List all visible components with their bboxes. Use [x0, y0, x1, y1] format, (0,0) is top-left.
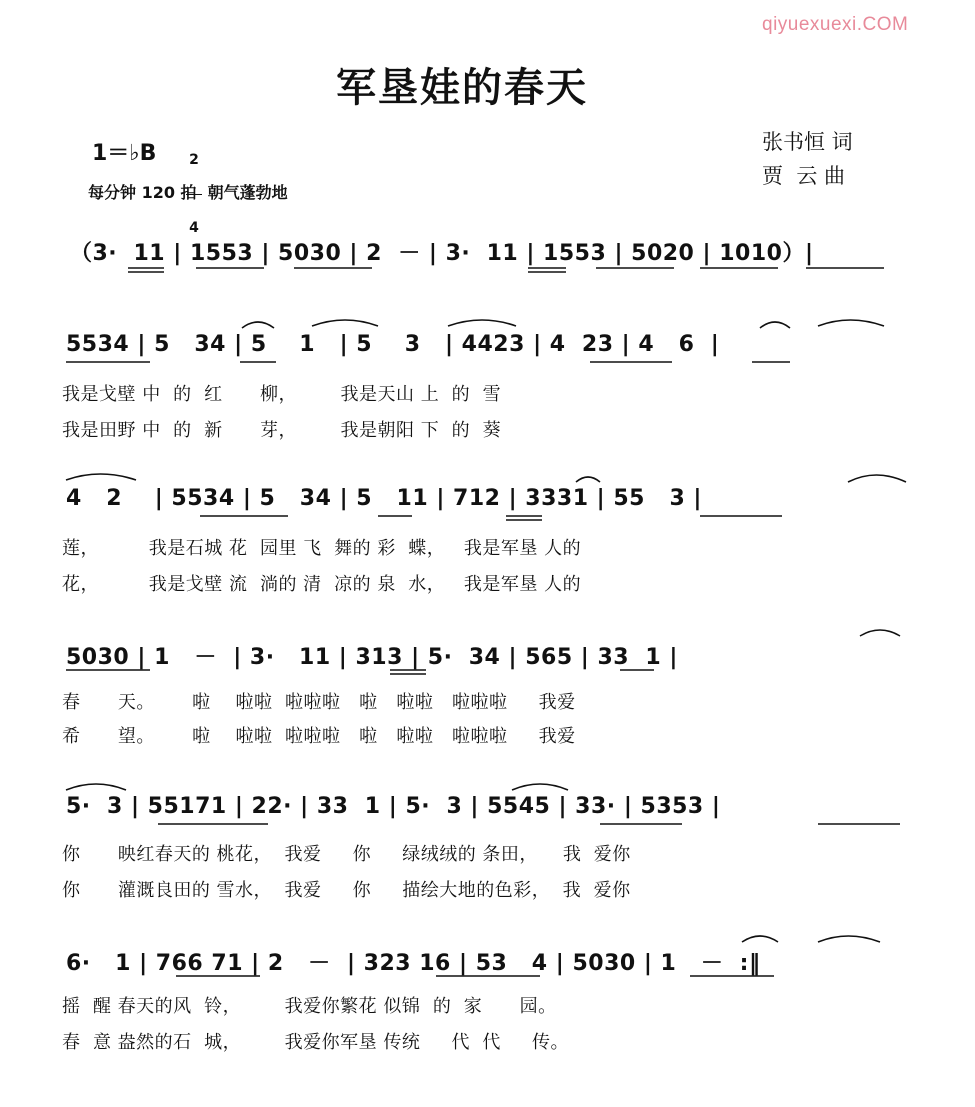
tie [818, 936, 880, 942]
slur [242, 322, 274, 328]
system-2-lyrics-verse-2: 花， 我是戈壁 流 淌的 清 凉的 泉 水， 我是军垦 人的 [62, 574, 582, 595]
tie [512, 784, 568, 790]
slur [742, 936, 778, 942]
key-signature: 1＝♭B [92, 141, 157, 166]
time-signature-top: 2 [189, 152, 199, 168]
system-5-notes: 6· 1 | 766 71 | 2 － | 323 16 | 53 4 | 5030 | 1 － :‖ [66, 951, 761, 976]
system-1-notes: 5534 | 5 34 | 5 1 | 5 3 | 4423 | 4 23 | 4 6 | [66, 332, 720, 357]
system-3-lyrics-verse-1: 春 天。 啦 啦啦 啦啦啦 啦 啦啦 啦啦啦 我爱 [62, 692, 576, 713]
tie [66, 474, 136, 480]
system-4-lyrics-verse-1: 你 映红春天的 桃花， 我爱 你 绿绒绒的 条田， 我 爱你 [62, 844, 631, 865]
system-5-lyrics-verse-2: 春 意 盎然的石 城， 我爱你军垦 传统 代 代 传。 [62, 1032, 570, 1053]
system-2-lyrics-verse-1: 莲， 我是石城 花 园里 飞 舞的 彩 蝶， 我是军垦 人的 [62, 538, 582, 559]
intro-notes: （3· 11 | 1553 | 5030 | 2 － | 3· 11 | 1553 | 5020 | 1010）| [70, 241, 814, 266]
system-5-lyrics-verse-1: 摇 醒 春天的风 铃， 我爱你繁花 似锦 的 家 园。 [62, 996, 557, 1017]
lyricist-credit: 张书恒 词 [762, 130, 853, 154]
slur [760, 322, 790, 328]
tie [312, 320, 378, 326]
slur [848, 475, 906, 482]
system-2-notes: 4 2 | 5534 | 5 34 | 5 11 | 712 | 3331 | 55 3 | [66, 486, 702, 511]
tie [818, 320, 884, 326]
site-watermark: qiyuexuexi.COM [762, 14, 909, 35]
song-title: 军垦娃的春天 [336, 65, 588, 111]
system-4-lyrics-verse-2: 你 灌溉良田的 雪水， 我爱 你 描绘大地的色彩， 我 爱你 [62, 880, 631, 901]
system-4-notes: 5· 3 | 55171 | 22· | 33 1 | 5· 3 | 5545 | 33· | 5353 | [66, 794, 721, 819]
tie [860, 630, 900, 636]
tie [66, 784, 126, 790]
tempo-marking: 每分钟 120 拍 朝气蓬勃地 [88, 183, 288, 202]
time-signature-bottom: 4 [189, 220, 199, 236]
system-3-lyrics-verse-2: 希 望。 啦 啦啦 啦啦啦 啦 啦啦 啦啦啦 我爱 [62, 726, 576, 747]
system-1-lyrics-verse-2: 我是田野 中 的 新 芽， 我是朝阳 下 的 葵 [62, 420, 502, 441]
tie [448, 320, 516, 326]
composer-credit: 贾 云 曲 [762, 164, 846, 188]
system-3-notes: 5030 | 1 － | 3· 11 | 313 | 5· 34 | 565 | 33 1 | [66, 645, 678, 670]
system-1-lyrics-verse-1: 我是戈壁 中 的 红 柳， 我是天山 上 的 雪 [62, 384, 502, 405]
slur [576, 477, 600, 482]
